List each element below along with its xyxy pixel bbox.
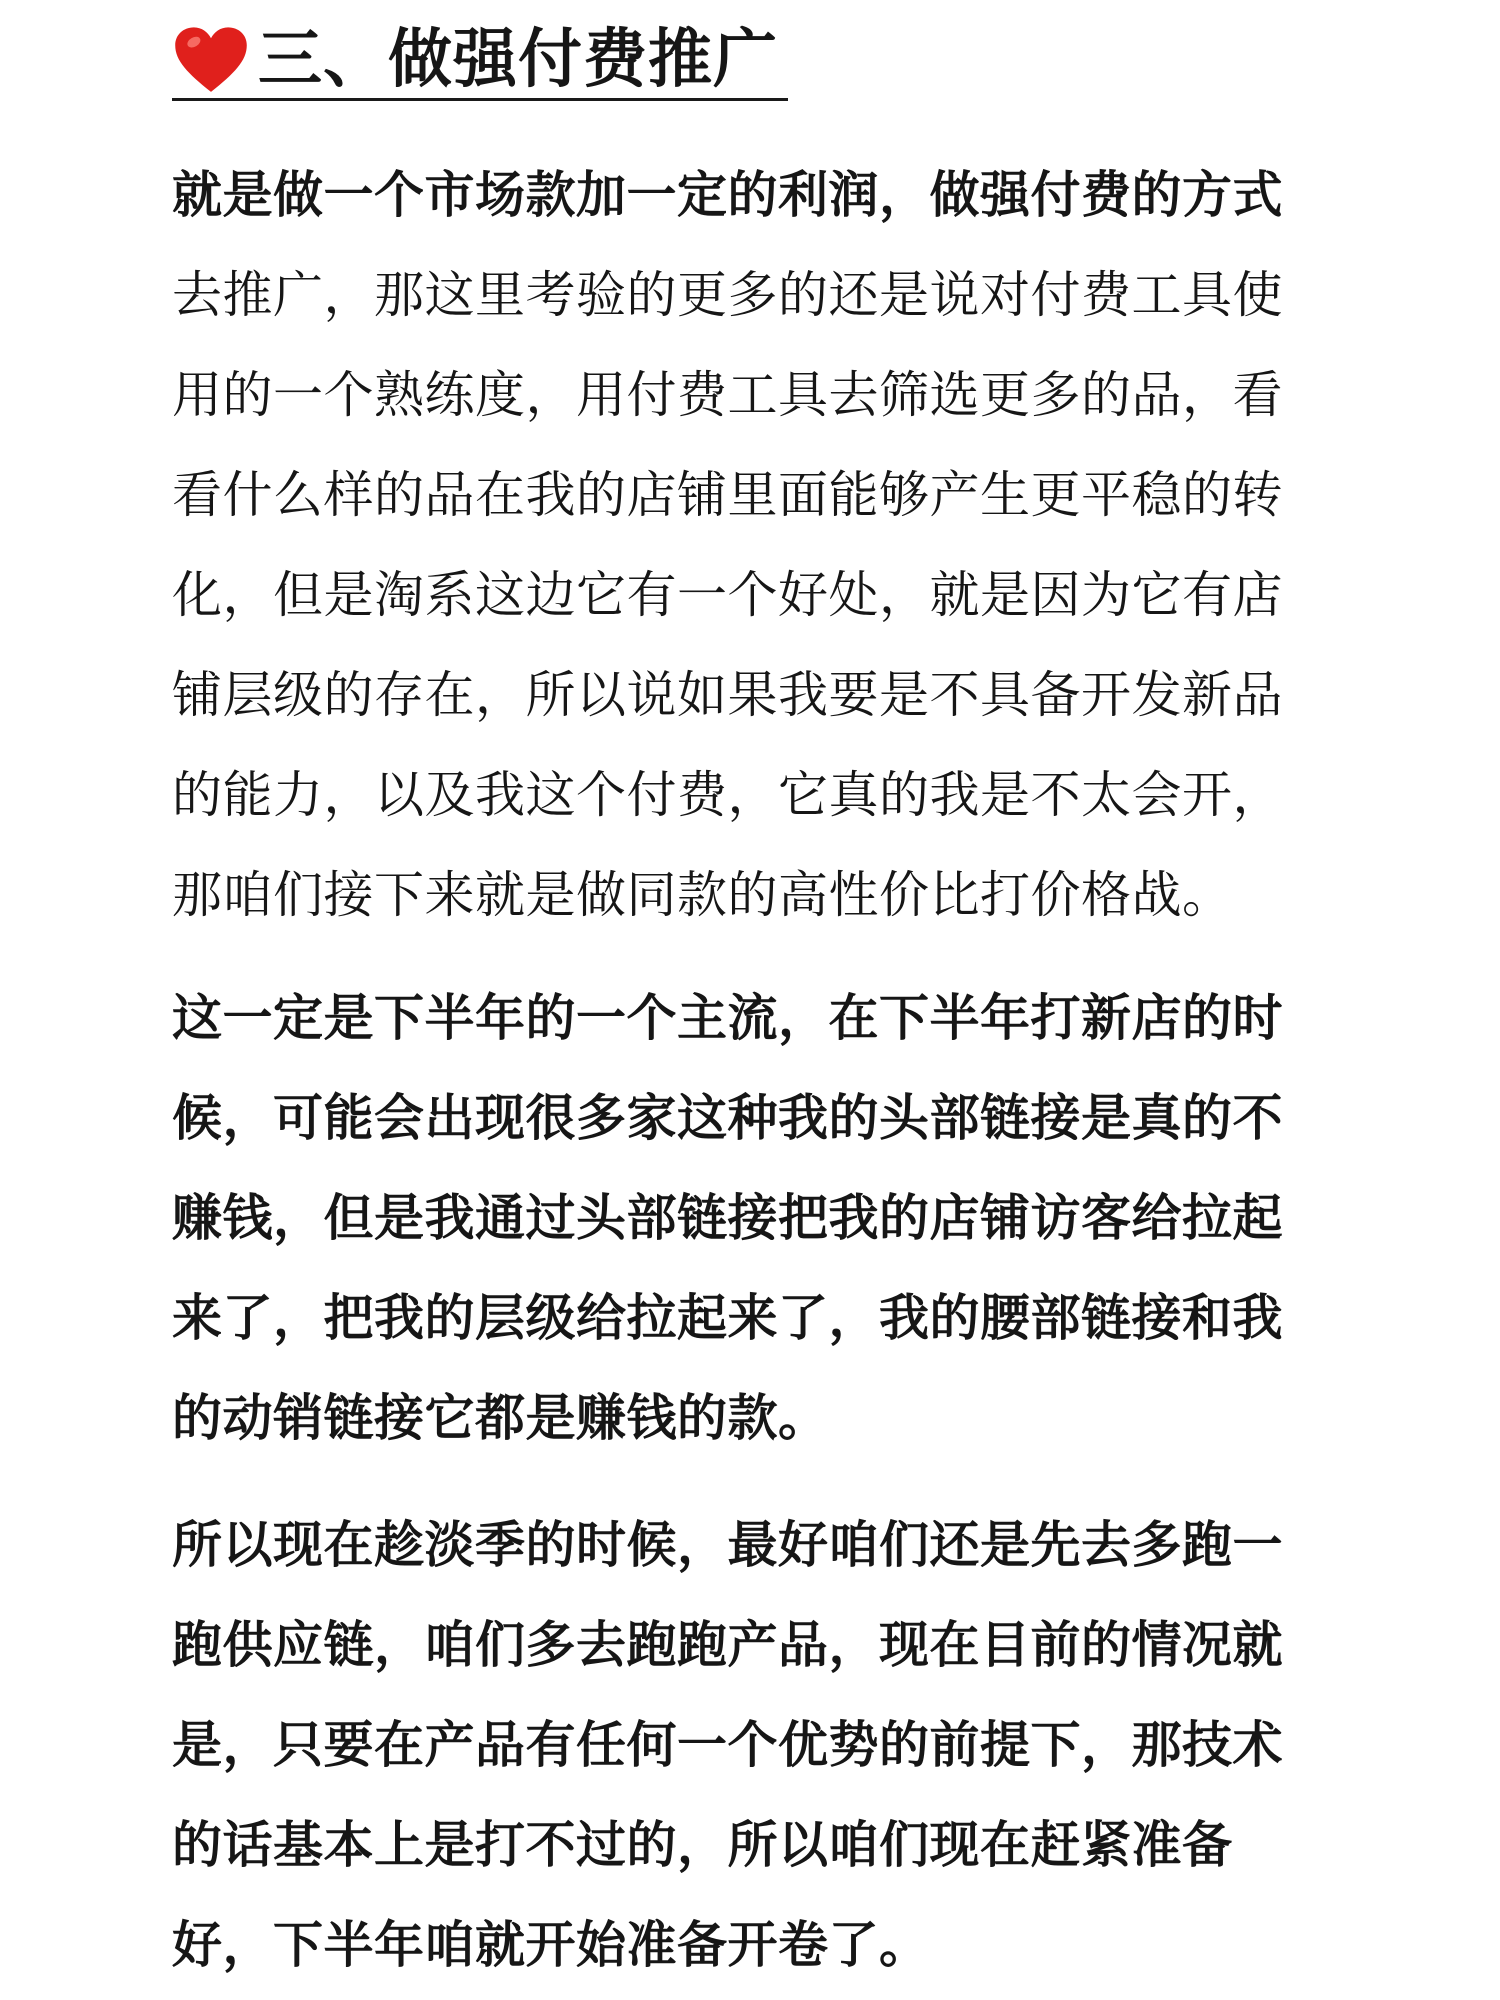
paragraph-2 [172, 968, 1342, 1468]
paragraph-line: 的能力，以及我这个付费，它真的我是不太会开， [172, 766, 1283, 824]
heart-icon [172, 25, 250, 95]
paragraph-line: 来了，把我的层级给拉起来了，我的腰部链接和我 [172, 1289, 1283, 1347]
section-title: 三、做强付费推广 [258, 23, 778, 97]
paragraph-line: 是，只要在产品有任何一个优势的前提下，那技术 [172, 1716, 1283, 1774]
paragraph-3 [172, 1495, 1342, 1995]
paragraph-line: 好，下半年咱就开始准备开卷了。 [172, 1916, 930, 1974]
paragraph-line: 化，但是淘系这边它有一个好处，就是因为它有店 [172, 566, 1283, 624]
paragraph-line: 看什么样的品在我的店铺里面能够产生更平稳的转 [172, 466, 1283, 524]
paragraph-line: 用的一个熟练度，用付费工具去筛选更多的品，看 [172, 366, 1283, 424]
paragraph-line: 就是做一个市场款加一定的利润，做强付费的方式 [172, 166, 1283, 224]
paragraph-line: 铺层级的存在，所以说如果我要是不具备开发新品 [172, 666, 1283, 724]
section-heading [172, 22, 788, 101]
paragraph-line: 的动销链接它都是赚钱的款。 [172, 1389, 829, 1447]
paragraph-line: 候，可能会出现很多家这种我的头部链接是真的不 [172, 1089, 1283, 1147]
paragraph-line: 所以现在趁淡季的时候，最好咱们还是先去多跑一 [172, 1516, 1283, 1574]
paragraph-line: 的话基本上是打不过的，所以咱们现在赶紧准备 [172, 1816, 1233, 1874]
paragraph-1 [172, 145, 1342, 945]
paragraph-line: 这一定是下半年的一个主流，在下半年打新店的时 [172, 989, 1283, 1047]
paragraph-line: 跑供应链，咱们多去跑跑产品，现在目前的情况就 [172, 1616, 1283, 1674]
paragraph-line: 去推广，那这里考验的更多的还是说对付费工具使 [172, 266, 1283, 324]
paragraph-line: 那咱们接下来就是做同款的高性价比打价格战。 [172, 866, 1233, 924]
paragraph-line: 赚钱，但是我通过头部链接把我的店铺访客给拉起 [172, 1189, 1283, 1247]
